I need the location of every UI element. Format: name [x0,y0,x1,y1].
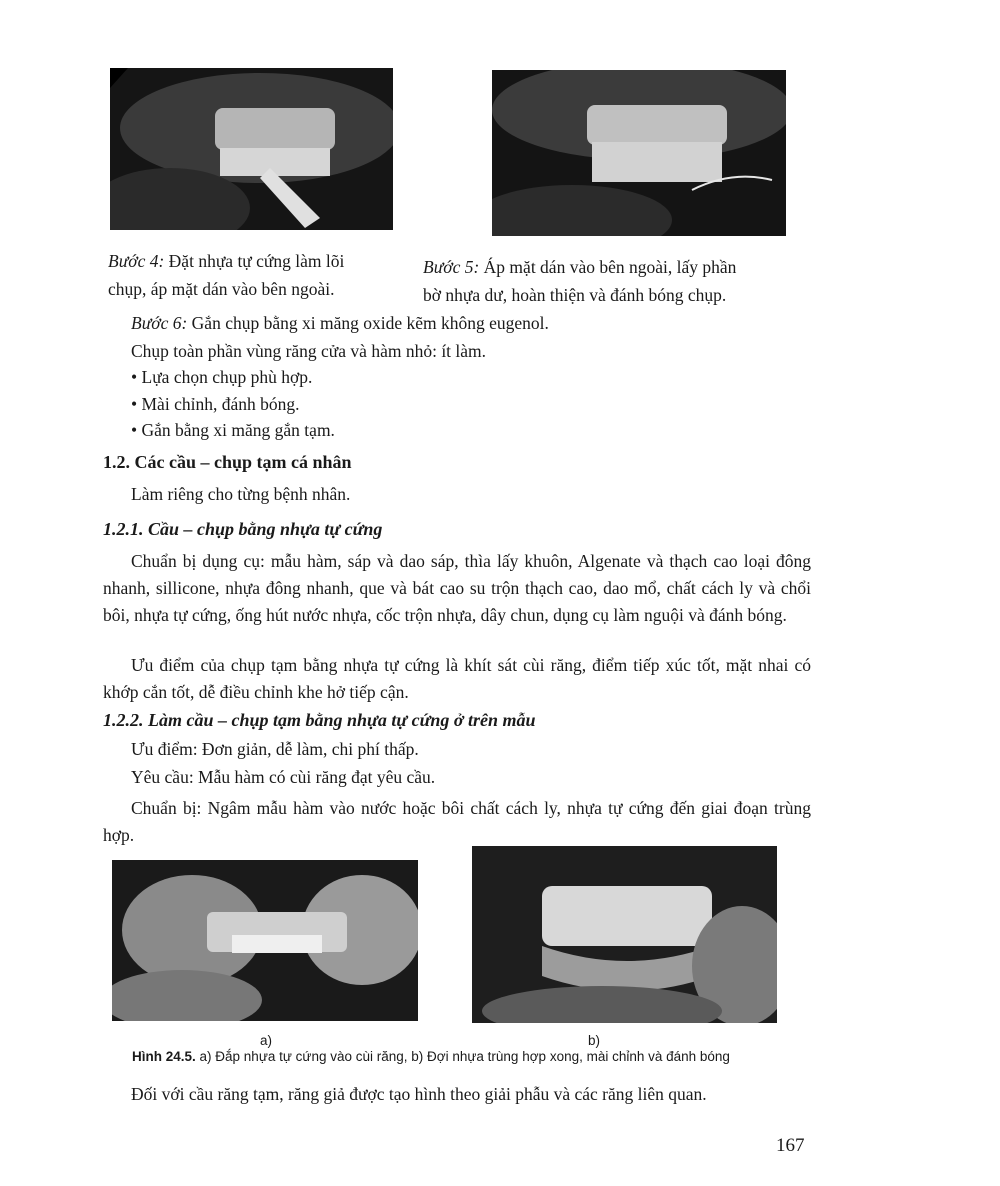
figure-caption [132,1049,730,1064]
caption-step5-label: Bước 5: [423,257,480,277]
full-crown-line: Chụp toàn phần vùng răng cửa và hàm nhỏ: ít làm. [131,341,487,361]
para-preparation: Chuẩn bị dụng cụ: mẫu hàm, sáp và dao sáp, thìa lấy khuôn, Algenate và thạch cao loại đông nhanh, sillicone, nhựa đông nhanh, que và bát cao su trộn thạch cao, dao mổ, chất cách ly và chổi bôi, nhựa tự cứng, ống hút nước nhựa, cốc trộn nhựa, dây chun, dụng cụ làm nguội và đánh bóng. [103,551,811,625]
bullet-1: • Lựa chọn chụp phù hợp. [131,367,313,387]
section-1-2-text: Làm riêng cho từng bệnh nhân. [131,484,351,504]
page-number: 167 [776,1135,805,1156]
figure-caption-label: Hình 24.5. [132,1049,196,1064]
photo-step5 [492,70,786,236]
figure-photo-a [112,860,418,1021]
step6-label: Bước 6: [131,313,188,333]
section-heading-1-2: 1.2. Các cầu – chụp tạm cá nhân [103,452,352,472]
caption-step4 [108,247,408,303]
bullet-2: • Mài chỉnh, đánh bóng. [131,394,300,414]
requirement-line: Yêu cầu: Mẫu hàm có cùi răng đạt yêu cầu. [131,767,436,787]
figure-label-b: b) [588,1033,601,1048]
para-advantage: Ưu điểm của chụp tạm bằng nhựa tự cứng là khít sát cùi răng, điểm tiếp xúc tốt, mặt nhai có khớp cắn tốt, dễ điều chỉnh khe hở tiếp cận. [103,655,811,702]
caption-step5 [423,253,813,309]
figure-caption-text: a) Đắp nhựa tự cứng vào cùi răng, b) Đợi nhựa trùng hợp xong, mài chỉnh và đánh bóng [195,1049,730,1064]
step6-line [131,313,549,334]
photo-step4 [110,68,393,230]
final-line: Đối với cầu răng tạm, răng giả được tạo hình theo giải phẫu và các răng liên quan. [131,1084,707,1104]
section-heading-1-2-1: 1.2.1. Cầu – chụp bằng nhựa tự cứng [103,519,383,539]
figure-label-a: a) [260,1033,273,1048]
bullet-3: • Gắn bằng xi măng gắn tạm. [131,420,335,440]
advantage-line: Ưu điểm: Đơn giản, dễ làm, chi phí thấp. [131,739,419,759]
para-prepare: Chuẩn bị: Ngâm mẫu hàm vào nước hoặc bôi chất cách ly, nhựa tự cứng đến giai đoạn trùng hợp. [103,798,811,845]
caption-step4-text1: Đặt nhựa tự cứng làm lõi [164,251,345,271]
caption-step5-text2: bờ nhựa dư, hoàn thiện và đánh bóng chụp. [423,285,727,305]
figure-photo-b [472,846,777,1023]
step6-text: Gắn chụp bằng xi măng oxide kẽm không eugenol. [187,313,549,333]
caption-step4-label: Bước 4: [108,251,165,271]
caption-step5-text1: Áp mặt dán vào bên ngoài, lấy phần [479,257,737,277]
caption-step4-text2: chụp, áp mặt dán vào bên ngoài. [108,279,335,299]
section-heading-1-2-2: 1.2.2. Làm cầu – chụp tạm bằng nhựa tự cứng ở trên mẫu [103,710,536,730]
